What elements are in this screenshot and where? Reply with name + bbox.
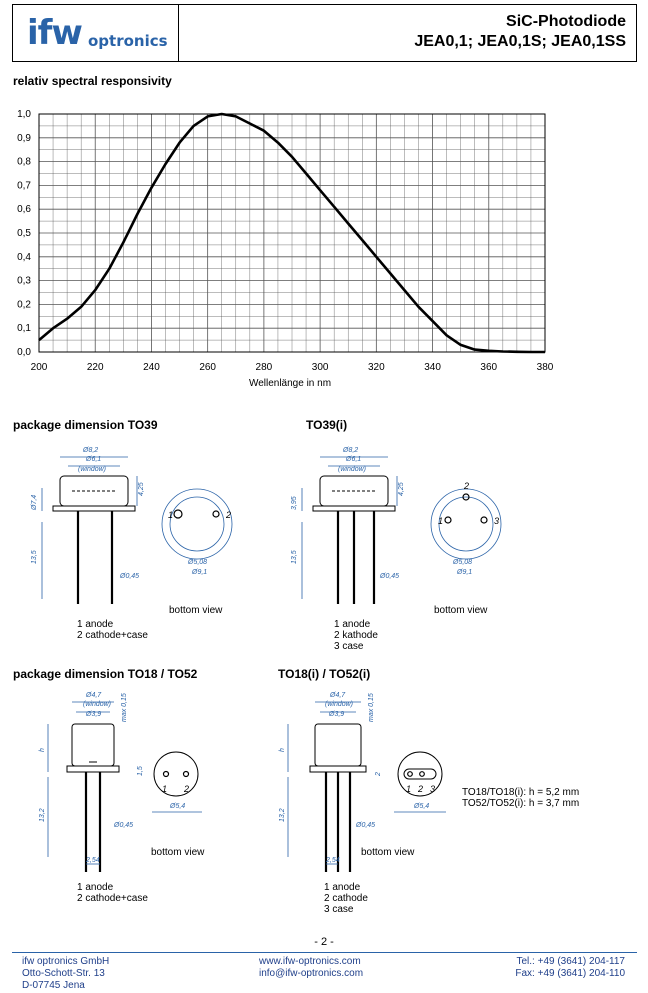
to39i-bottom-view: bottom view — [434, 605, 488, 616]
x-tick-label: 240 — [143, 362, 160, 373]
product-models: JEA0,1; JEA0,1S; JEA0,1SS — [414, 33, 626, 50]
y-tick-label: 0,6 — [17, 204, 31, 216]
chart-grid — [39, 114, 545, 352]
to39-section-title: package dimension TO39 — [13, 418, 158, 432]
to18-legend-2: 2 cathode+case — [77, 893, 148, 904]
to39-window-label: (window) — [78, 466, 107, 473]
to18-section-title: package dimension TO18 / TO52 — [13, 667, 198, 681]
to39i-dim-pitch: Ø5,08 — [453, 559, 473, 566]
to18i-legend-3: 3 case — [324, 904, 354, 915]
to39i-legend-1: 1 anode — [334, 619, 371, 630]
chart-y-ticks — [17, 109, 31, 358]
to39i-dim-window: Ø6,1 — [346, 456, 362, 463]
y-tick-label: 0,3 — [17, 275, 31, 287]
to39i-dim-body: 3,95 — [291, 496, 298, 510]
spectral-section-title: relativ spectral responsivity — [13, 74, 172, 88]
y-tick-label: 0,0 — [17, 347, 31, 358]
product-title: SiC-Photodiode — [506, 13, 626, 30]
logo-main: ifw — [27, 13, 82, 53]
to18i-dim-hflange: 2 — [375, 772, 382, 776]
to18i-dim-flange: Ø5,4 — [414, 803, 430, 810]
to39i-section-title: TO39(i) — [306, 418, 348, 432]
y-tick-label: 0,7 — [17, 180, 31, 192]
footer-company: ifw optronics GmbH — [22, 956, 110, 967]
x-tick-label: 220 — [86, 362, 104, 373]
to39-drawing — [20, 434, 270, 614]
to39-pin2: 2 — [226, 510, 232, 520]
to18i-pin1: 1 — [406, 784, 412, 794]
to18-dim-max: max 0,15 — [121, 693, 128, 722]
to39i-pin3: 3 — [494, 516, 500, 526]
to18-drawing — [30, 682, 240, 882]
to18-pin2: 2 — [184, 784, 190, 794]
to39-dim-lead: 13,5 — [31, 550, 38, 564]
y-tick-label: 1,0 — [17, 109, 31, 120]
to39i-dim-lead: 13,5 — [291, 550, 298, 564]
to18-legend-1: 1 anode — [77, 882, 114, 893]
y-tick-label: 0,9 — [17, 132, 31, 144]
x-tick-label: 300 — [311, 362, 329, 373]
to18i-dim-pitch: 2,54 — [326, 857, 340, 864]
to18i-dim-lead: 13,2 — [279, 808, 286, 822]
y-tick-label: 0,2 — [17, 299, 31, 311]
to18i-note-1: TO18/TO18(i): h = 5,2 mm — [462, 787, 580, 798]
chart-x-axis-label: Wellenlänge in nm — [248, 378, 332, 389]
to39i-dim-outer: Ø8,2 — [343, 447, 359, 454]
footer-city: D-07745 Jena — [22, 980, 85, 991]
x-tick-label: 280 — [255, 362, 273, 373]
logo-sub: optronics — [88, 32, 168, 50]
to18i-dim-lead-d: Ø0,45 — [356, 822, 376, 829]
to18i-note-2: TO52/TO52(i): h = 3,7 mm — [462, 798, 580, 809]
to18i-dim-window-label: (window) — [325, 701, 354, 708]
footer-address — [22, 956, 109, 992]
to18i-pin2: 2 — [418, 784, 424, 794]
footer-divider — [12, 952, 637, 953]
title-block — [179, 5, 636, 61]
to18-dim-lead: 13,2 — [39, 808, 46, 822]
to18-dim-pitch: 2,54 — [86, 857, 100, 864]
footer-street: Otto-Schott-Str. 13 — [22, 968, 105, 979]
to18-pin1: 1 — [162, 784, 168, 794]
to18-dim-flange: Ø5,4 — [170, 803, 186, 810]
y-tick-label: 0,1 — [17, 323, 31, 335]
y-tick-label: 0,8 — [17, 156, 31, 168]
x-tick-label: 380 — [536, 362, 554, 373]
to39i-drawing — [290, 434, 540, 614]
x-tick-label: 360 — [480, 362, 498, 373]
to39i-dim-flange: Ø9,1 — [457, 569, 473, 576]
to39-pin1: 1 — [168, 510, 174, 520]
to18i-dim-max: max 0,15 — [368, 693, 375, 722]
spectral-chart — [0, 100, 648, 400]
to18i-dim-h: h — [279, 748, 286, 752]
to39-legend-2: 2 cathode+case — [77, 630, 148, 641]
to39-dim-flange: Ø9,1 — [192, 569, 208, 576]
to39i-dim-lead-d: Ø0,45 — [380, 573, 400, 580]
to39-bottom-flange — [162, 489, 232, 559]
to18i-dim-window: Ø3,9 — [329, 711, 345, 718]
y-tick-label: 0,5 — [17, 228, 31, 239]
x-tick-label: 340 — [424, 362, 441, 373]
to39-dim-pitch: Ø5,08 — [188, 559, 208, 566]
to39-legend-1: 1 anode — [77, 619, 114, 630]
x-tick-label: 320 — [367, 362, 385, 373]
page-header — [12, 4, 637, 62]
to39i-legend-2: 2 kathode — [334, 630, 378, 641]
to18i-section-title: TO18(i) / TO52(i) — [278, 667, 371, 681]
footer-tel: Tel.: +49 (3641) 204-117 — [516, 956, 625, 967]
to39i-pin2: 2 — [464, 481, 470, 491]
to39-bottom-view: bottom view — [169, 605, 223, 616]
to18-dim-h: h — [39, 748, 46, 752]
to39-dim-window: Ø6,1 — [86, 456, 102, 463]
to39i-dim-cap: 4,25 — [398, 482, 405, 496]
to39i-pin1: 1 — [438, 516, 444, 526]
x-tick-label: 260 — [199, 362, 217, 373]
to18i-legend-2: 2 cathode — [324, 893, 368, 904]
to18i-dim-outer: Ø4,7 — [330, 692, 346, 699]
to39-dim-lead-d: Ø0,45 — [120, 573, 140, 580]
to18-dim-window-label: (window) — [83, 701, 112, 708]
to39-dim-cap: 4,25 — [138, 482, 145, 496]
page-number: - 2 - — [314, 936, 334, 948]
footer-fax: Fax: +49 (3641) 204-110 — [515, 968, 625, 979]
company-logo — [13, 5, 179, 61]
to18-dim-outer: Ø4,7 — [86, 692, 102, 699]
to39i-window-label: (window) — [338, 466, 367, 473]
to39i-legend-3: 3 case — [334, 641, 364, 652]
to18-bottom-view: bottom view — [151, 847, 205, 858]
to39-dim-body: Ø7,4 — [31, 494, 38, 510]
chart-x-ticks — [31, 362, 554, 373]
x-tick-label: 200 — [30, 362, 48, 373]
to18-dim-lead-d: Ø0,45 — [114, 822, 134, 829]
to18i-pin3: 3 — [430, 784, 436, 794]
footer-web — [259, 956, 363, 980]
to18i-legend-1: 1 anode — [324, 882, 361, 893]
footer-website-link[interactable]: www.ifw-optronics.com — [259, 956, 361, 967]
y-tick-label: 0,4 — [17, 251, 31, 263]
footer-email-link[interactable]: info@ifw-optronics.com — [259, 968, 364, 979]
to39-dim-outer: Ø8,2 — [83, 447, 99, 454]
to18-dim-hflange: 1,5 — [137, 766, 144, 776]
to18-dim-window: Ø3,9 — [86, 711, 102, 718]
to39-flange — [53, 506, 135, 511]
footer-phone — [480, 956, 625, 980]
to18i-bottom-view: bottom view — [361, 847, 415, 858]
